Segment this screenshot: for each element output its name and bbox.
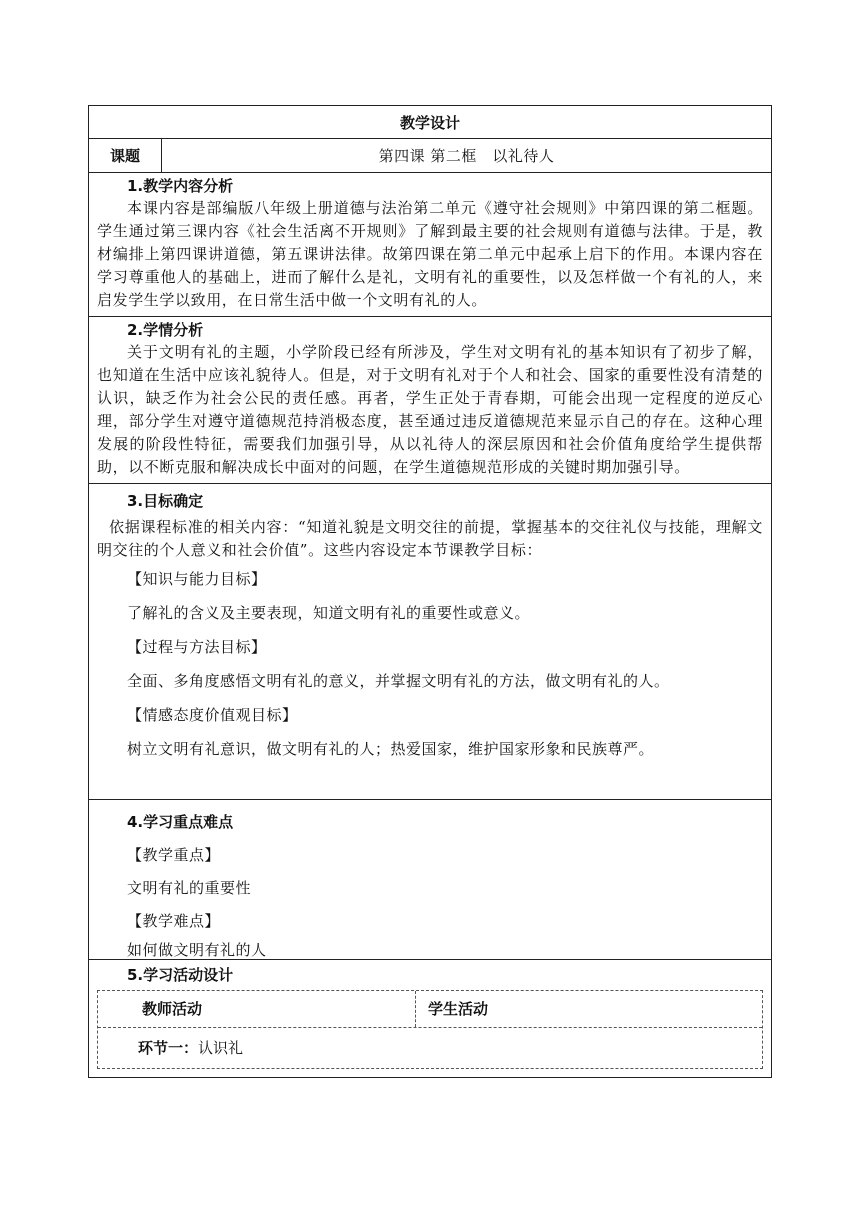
step-text: 认识礼 — [198, 1038, 244, 1057]
section-heading: 5.学习活动设计 — [127, 966, 234, 984]
section-heading: 1.教学内容分析 — [127, 177, 234, 195]
activity-table-header — [98, 991, 762, 1028]
goal-text: 了解礼的含义及主要表现，知道文明有礼的重要性或意义。 — [127, 604, 531, 622]
col-teacher-activity: 教师活动 — [98, 991, 416, 1027]
section-body: 关于文明有礼的主题，小学阶段已经有所涉及，学生对文明有礼的基本知识有了初步了解，也知道在生活中应该礼貌待人。但是，对于文明有礼对于个人和社会、国家的重要性没有清楚的认识，缺乏作为社会公民的责任感。再者，学生正处于青春期，可能会出现一定程度的逆反心理，部分学生对遵守道德规范持消极态度，甚至通过违反道德规范来显示自己的存在。这种心理发展的阶段性特征，需要我们加强引导，从以礼待人的深层原因和社会价值角度给学生提供帮助，以不断克服和解决成长中面对的问题，在学生道德规范形成的关键时期加强引导。 — [97, 343, 763, 476]
goal-label: 【过程与方法目标】 — [127, 638, 267, 656]
section-body: 本课内容是部编版八年级上册道德与法治第二单元《遵守社会规则》中第四课的第二框题。学生通过第三课内容《社会生活离不开规则》了解到最主要的社会规则有道德与法律。于是，教材编排上第四课讲道德，第五课讲法律。故第四课在第二单元中起承上启下的作用。本课内容在学习尊重他人的基础上，进而了解什么是礼，文明有礼的重要性，以及怎样做一个有礼的人，来启发学生学以致用，在日常生活中做一个文明有礼的人。 — [97, 199, 763, 309]
activity-step-row — [98, 1028, 762, 1068]
section-learner-analysis — [89, 317, 771, 484]
section-activity-design — [89, 960, 771, 1077]
goal-text: 树立文明有礼意识，做文明有礼的人；热爱国家，维护国家形象和民族尊严。 — [127, 740, 655, 758]
difficult-label: 【教学难点】 — [127, 912, 221, 930]
section-heading: 3.目标确定 — [127, 492, 204, 510]
topic-value: 第四课 第二框 以礼待人 — [378, 147, 555, 165]
section-objectives — [89, 484, 771, 800]
goal-label: 【知识与能力目标】 — [127, 570, 267, 588]
section-heading: 4.学习重点难点 — [127, 813, 234, 831]
topic-row — [89, 139, 771, 173]
section-heading: 2.学情分析 — [127, 321, 204, 339]
lesson-plan-table — [88, 105, 772, 1078]
goal-label: 【情感态度价值观目标】 — [127, 706, 298, 724]
objectives-intro: 依据课程标准的相关内容：“知道礼貌是文明交往的前提，掌握基本的交往礼仪与技能，理解文明交往的个人意义和社会价值”。这些内容设定本节课教学目标： — [97, 518, 763, 559]
activity-table — [97, 990, 763, 1069]
section-content-analysis — [89, 173, 771, 317]
section-key-points — [89, 800, 771, 960]
key-label: 【教学重点】 — [127, 846, 221, 864]
col-student-activity: 学生活动 — [428, 999, 489, 1018]
step-label: 环节一： — [138, 1038, 199, 1057]
topic-label: 课题 — [89, 139, 162, 172]
key-text: 文明有礼的重要性 — [127, 879, 252, 897]
goal-text: 全面、多角度感悟文明有礼的意义，并掌握文明有礼的方法，做文明有礼的人。 — [127, 672, 670, 690]
doc-title: 教学设计 — [89, 106, 771, 139]
difficult-text: 如何做文明有礼的人 — [127, 941, 267, 959]
